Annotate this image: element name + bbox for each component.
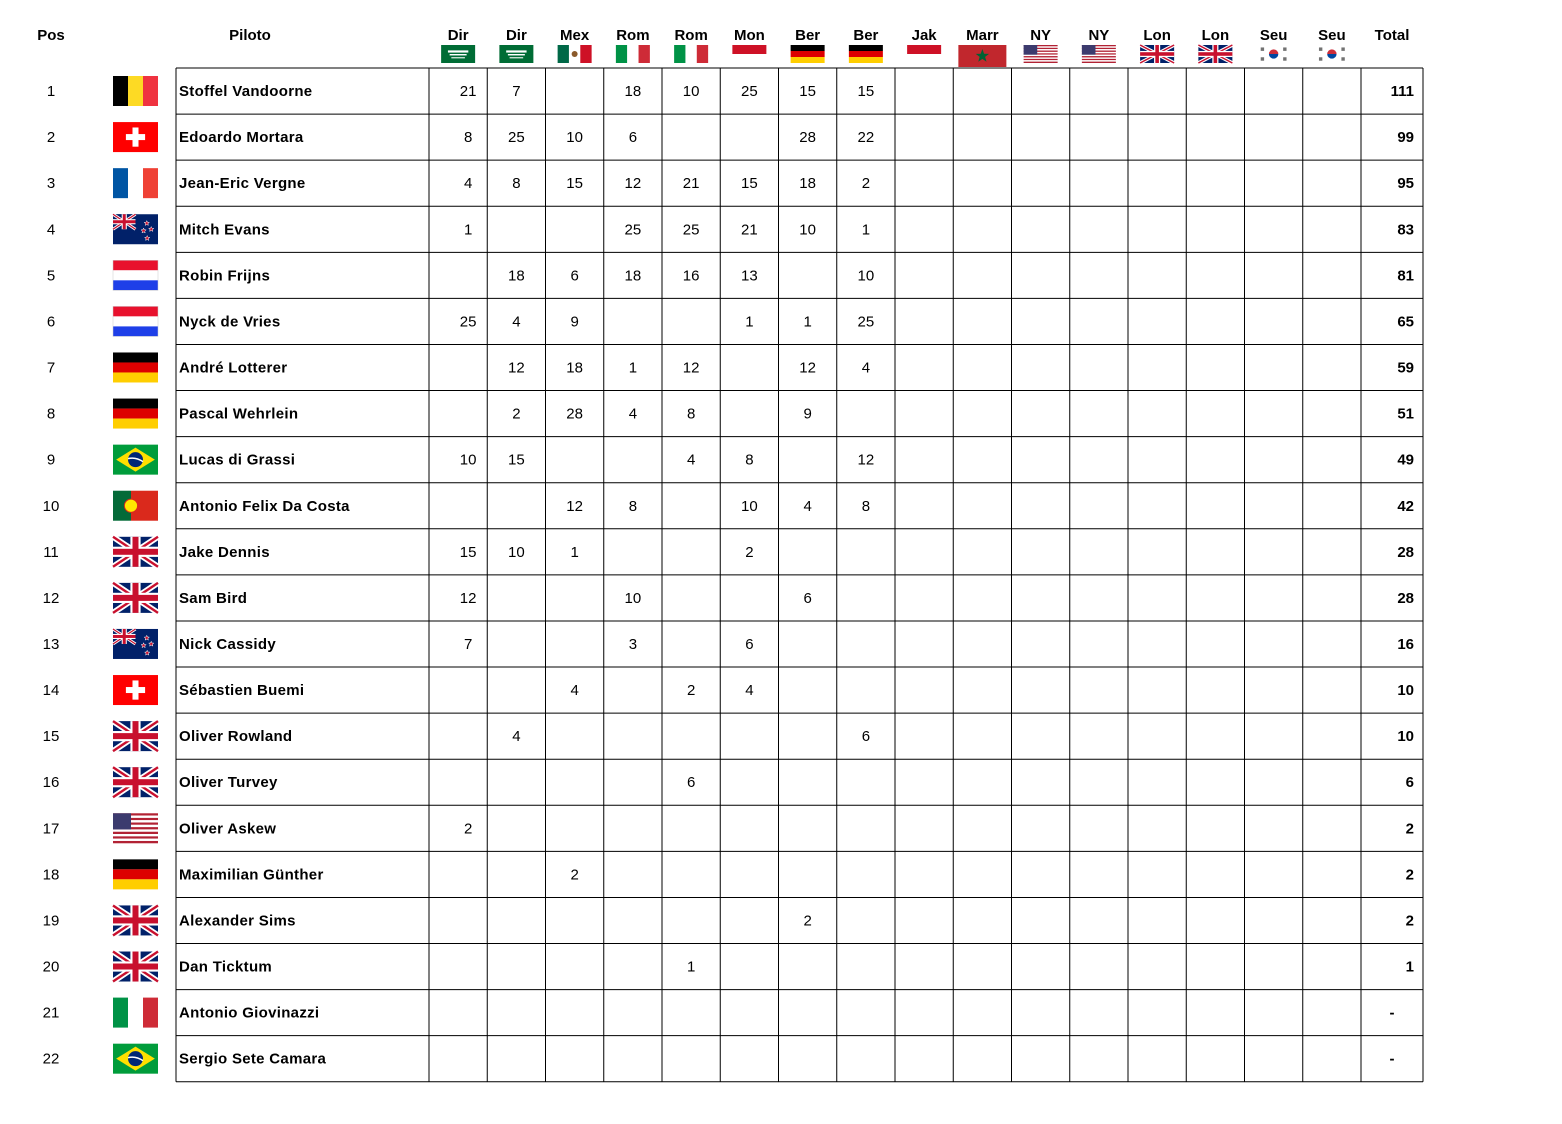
total-cell: - [1389,1050,1395,1068]
morocco-flag-icon [958,45,1006,67]
driver-name: Stoffel Vandoorne [179,83,313,101]
points-cell: 2 [570,866,579,884]
italy-flag-icon [674,45,708,63]
points-cell: 3 [628,636,638,653]
table-row [47,168,1414,198]
uk-flag-icon [113,583,158,613]
pos-header: Pos [37,27,65,44]
total-cell: 16 [1397,636,1414,653]
race-header-label: Seu [1318,27,1346,44]
points-cell: 12 [857,451,875,469]
italy-flag-icon [616,45,650,63]
driver-name: Antonio Giovinazzi [179,1004,320,1022]
driver-name: Nick Cassidy [179,636,276,653]
table-row [43,721,1414,751]
driver-name: Alexander Sims [179,912,296,930]
saudi-flag-icon [499,45,533,63]
points-cell: 4 [512,313,521,331]
position-cell: 2 [46,129,56,147]
uk-flag-icon [113,952,158,982]
italy-flag-icon [113,998,158,1028]
table-row [43,813,1414,843]
points-cell: 2 [512,405,521,423]
race-header-label: Ber [853,27,879,44]
points-cell: 21 [682,175,700,193]
race-header-label: Seu [1259,27,1288,44]
points-cell: 4 [803,497,812,515]
position-cell: 12 [42,589,60,607]
points-cell: 25 [682,221,700,239]
race-header-label: Dir [505,27,527,44]
position-cell: 8 [46,405,56,423]
points-cell: 1 [570,543,579,561]
total-cell: 6 [1405,774,1414,792]
uk-flag-icon [113,537,158,567]
points-cell: 6 [570,267,579,285]
race-header-label: Mon [733,27,765,44]
points-cell: 18 [799,175,816,193]
korea-flag-icon [1257,45,1291,63]
points-cell: 15 [741,175,758,193]
points-cell: 2 [745,543,754,561]
position-cell: 15 [42,728,60,746]
switzerland-flag-icon [113,122,158,152]
points-cell: 2 [803,912,812,930]
points-cell: 15 [857,83,875,101]
points-cell: 10 [624,589,642,607]
position-cell: 3 [46,175,56,193]
driver-name: Dan Ticktum [179,958,273,976]
driver-name: Edoardo Mortara [179,129,304,147]
total-cell: - [1389,1004,1395,1022]
points-cell: 2 [686,682,696,700]
usa-flag-icon [1024,45,1058,63]
total-cell: 59 [1397,359,1414,377]
total-cell: 2 [1405,820,1414,838]
points-cell: 10 [566,129,583,147]
points-cell: 10 [459,451,477,469]
driver-name: Sam Bird [179,589,248,607]
points-cell: 10 [741,497,758,515]
points-cell: 12 [682,359,700,377]
race-headers [441,27,1349,67]
points-cell: 25 [741,83,758,101]
points-cell: 18 [508,267,525,285]
netherlands-flag-icon [113,306,158,336]
race-header-label: Mex [560,27,590,44]
points-cell: 7 [463,636,473,653]
position-cell: 9 [46,451,56,469]
points-cell: 15 [799,83,816,101]
driver-name: André Lotterer [179,359,288,377]
race-header-label: Jak [911,27,937,44]
driver-name: Pascal Wehrlein [179,405,299,423]
total-cell: 2 [1405,866,1414,884]
driver-name: Nyck de Vries [179,313,281,331]
table-row [47,306,1414,336]
table-row [43,491,1414,521]
points-cell: 12 [566,497,583,515]
driver-header: Piloto [229,27,271,44]
position-cell: 5 [46,267,56,285]
table-row [43,952,1414,982]
total-cell: 83 [1397,221,1414,239]
points-cell: 16 [682,267,700,285]
uk-flag-icon [113,767,158,797]
race-header-label: Ber [795,27,821,44]
points-cell: 4 [686,451,696,469]
position-cell: 14 [42,682,60,700]
points-cell: 28 [566,405,583,423]
points-cell: 4 [512,728,521,746]
points-cell: 6 [861,728,871,746]
points-cell: 25 [624,221,642,239]
korea-flag-icon [1315,45,1349,63]
table-row [47,214,1414,244]
points-cell: 6 [628,129,638,147]
brazil-flag-icon [113,445,158,475]
usa-flag-icon [1082,45,1116,63]
points-cell: 4 [463,175,473,193]
race-header-label: NY [1030,27,1052,44]
newzealand-flag-icon [113,629,158,659]
monaco-flag-icon [732,45,766,63]
table-row [43,767,1414,797]
driver-name: Robin Frijns [179,267,271,285]
points-cell: 6 [745,636,754,653]
position-cell: 22 [42,1050,60,1068]
points-cell: 8 [861,497,871,515]
table-row [47,260,1414,290]
race-header-label: Rom [616,27,650,44]
driver-name: Jake Dennis [179,543,270,561]
points-cell: 10 [682,83,700,101]
table-row [43,629,1414,659]
points-cell: 12 [799,359,816,377]
race-header-label: Lon [1201,27,1230,44]
points-cell: 6 [803,589,812,607]
total-cell: 2 [1405,912,1414,930]
points-cell: 6 [686,774,696,792]
table-row [43,675,1414,705]
uk-flag-icon [113,905,158,935]
table-row [43,998,1395,1028]
table-row [47,122,1414,152]
table-row [47,76,1414,106]
total-cell: 95 [1397,175,1414,193]
points-cell: 18 [566,359,583,377]
newzealand-flag-icon [113,214,158,244]
total-cell: 51 [1397,405,1414,423]
points-cell: 2 [463,820,473,838]
points-cell: 1 [745,313,754,331]
race-header-label: Dir [447,27,469,44]
belgium-flag-icon [113,76,158,106]
points-cell: 15 [508,451,525,469]
points-cell: 18 [624,267,642,285]
portugal-flag-icon [113,491,158,521]
table-row [47,445,1414,475]
points-cell: 4 [745,682,754,700]
position-cell: 16 [42,774,60,792]
points-cell: 10 [508,543,525,561]
table-row [43,583,1414,613]
usa-flag-icon [113,813,158,843]
points-cell: 22 [857,129,875,147]
position-cell: 19 [42,912,60,930]
points-cell: 8 [628,497,638,515]
position-cell: 21 [42,1004,60,1022]
points-cell: 10 [799,221,816,239]
indonesia-flag-icon [907,45,941,63]
points-cell: 1 [803,313,812,331]
points-cell: 9 [570,313,579,331]
table-row [43,859,1414,889]
points-cell: 1 [628,359,638,377]
switzerland-flag-icon [113,675,158,705]
position-cell: 20 [42,958,60,976]
brazil-flag-icon [113,1044,158,1074]
total-cell: 99 [1397,129,1414,147]
total-cell: 28 [1397,589,1414,607]
race-header-label: Rom [674,27,708,44]
uk-flag-icon [113,721,158,751]
total-header: Total [1374,27,1410,44]
mexico-flag-icon [558,45,592,63]
driver-name: Oliver Rowland [179,728,293,746]
points-cell: 28 [799,129,816,147]
germany-flag-icon [113,859,158,889]
total-cell: 49 [1397,451,1414,469]
position-cell: 7 [46,359,56,377]
position-cell: 6 [46,313,56,331]
germany-flag-icon [849,45,883,63]
total-cell: 10 [1397,728,1414,746]
germany-flag-icon [113,352,158,382]
points-cell: 21 [459,83,477,101]
total-cell: 81 [1397,267,1414,285]
table-row [43,537,1414,567]
driver-name: Maximilian Günther [179,866,324,884]
points-cell: 4 [628,405,638,423]
uk-flag-icon [1198,45,1232,63]
position-cell: 18 [42,866,60,884]
netherlands-flag-icon [113,260,158,290]
driver-name: Oliver Askew [179,820,277,838]
points-cell: 1 [463,221,473,239]
table-row [47,352,1414,382]
driver-name: Jean-Eric Vergne [179,175,306,193]
points-cell: 2 [861,175,871,193]
position-cell: 11 [43,543,59,561]
position-cell: 17 [42,820,60,838]
total-cell: 111 [1390,83,1414,101]
position-cell: 4 [46,221,56,239]
france-flag-icon [113,168,158,198]
points-cell: 12 [508,359,525,377]
points-cell: 25 [857,313,875,331]
driver-name: Mitch Evans [179,221,270,239]
points-cell: 8 [512,175,521,193]
points-cell: 8 [745,451,754,469]
table-grid [176,68,1423,1082]
position-cell: 1 [46,83,56,101]
position-cell: 10 [42,497,60,515]
total-cell: 1 [1405,958,1414,976]
points-cell: 15 [459,543,477,561]
points-cell: 21 [741,221,758,239]
driver-name: Antonio Felix Da Costa [179,497,350,515]
points-cell: 4 [570,682,579,700]
points-cell: 7 [512,83,521,101]
points-cell: 9 [803,405,812,423]
position-cell: 13 [42,636,60,653]
germany-flag-icon [791,45,825,63]
points-cell: 13 [741,267,758,285]
uk-flag-icon [1140,45,1174,63]
points-cell: 25 [508,129,525,147]
saudi-flag-icon [441,45,475,63]
points-cell: 18 [624,83,642,101]
points-cell: 10 [857,267,875,285]
table-row [43,1044,1395,1074]
points-cell: 1 [686,958,696,976]
race-header-label: Marr [966,27,999,44]
table-row [47,399,1414,429]
germany-flag-icon [113,399,158,429]
total-cell: 28 [1397,543,1414,561]
total-cell: 42 [1397,497,1414,515]
points-cell: 1 [861,221,871,239]
driver-name: Sébastien Buemi [179,682,305,700]
points-cell: 15 [566,175,583,193]
points-cell: 25 [459,313,477,331]
points-cell: 12 [459,589,477,607]
points-cell: 8 [463,129,473,147]
driver-name: Lucas di Grassi [179,451,296,469]
points-cell: 4 [861,359,871,377]
total-cell: 10 [1397,682,1414,700]
driver-name: Oliver Turvey [179,774,278,792]
points-cell: 8 [686,405,696,423]
table-row [43,905,1414,935]
driver-name: Sergio Sete Camara [179,1050,327,1068]
points-cell: 12 [624,175,642,193]
race-header-label: NY [1088,27,1110,44]
race-header-label: Lon [1143,27,1171,44]
total-cell: 65 [1397,313,1414,331]
